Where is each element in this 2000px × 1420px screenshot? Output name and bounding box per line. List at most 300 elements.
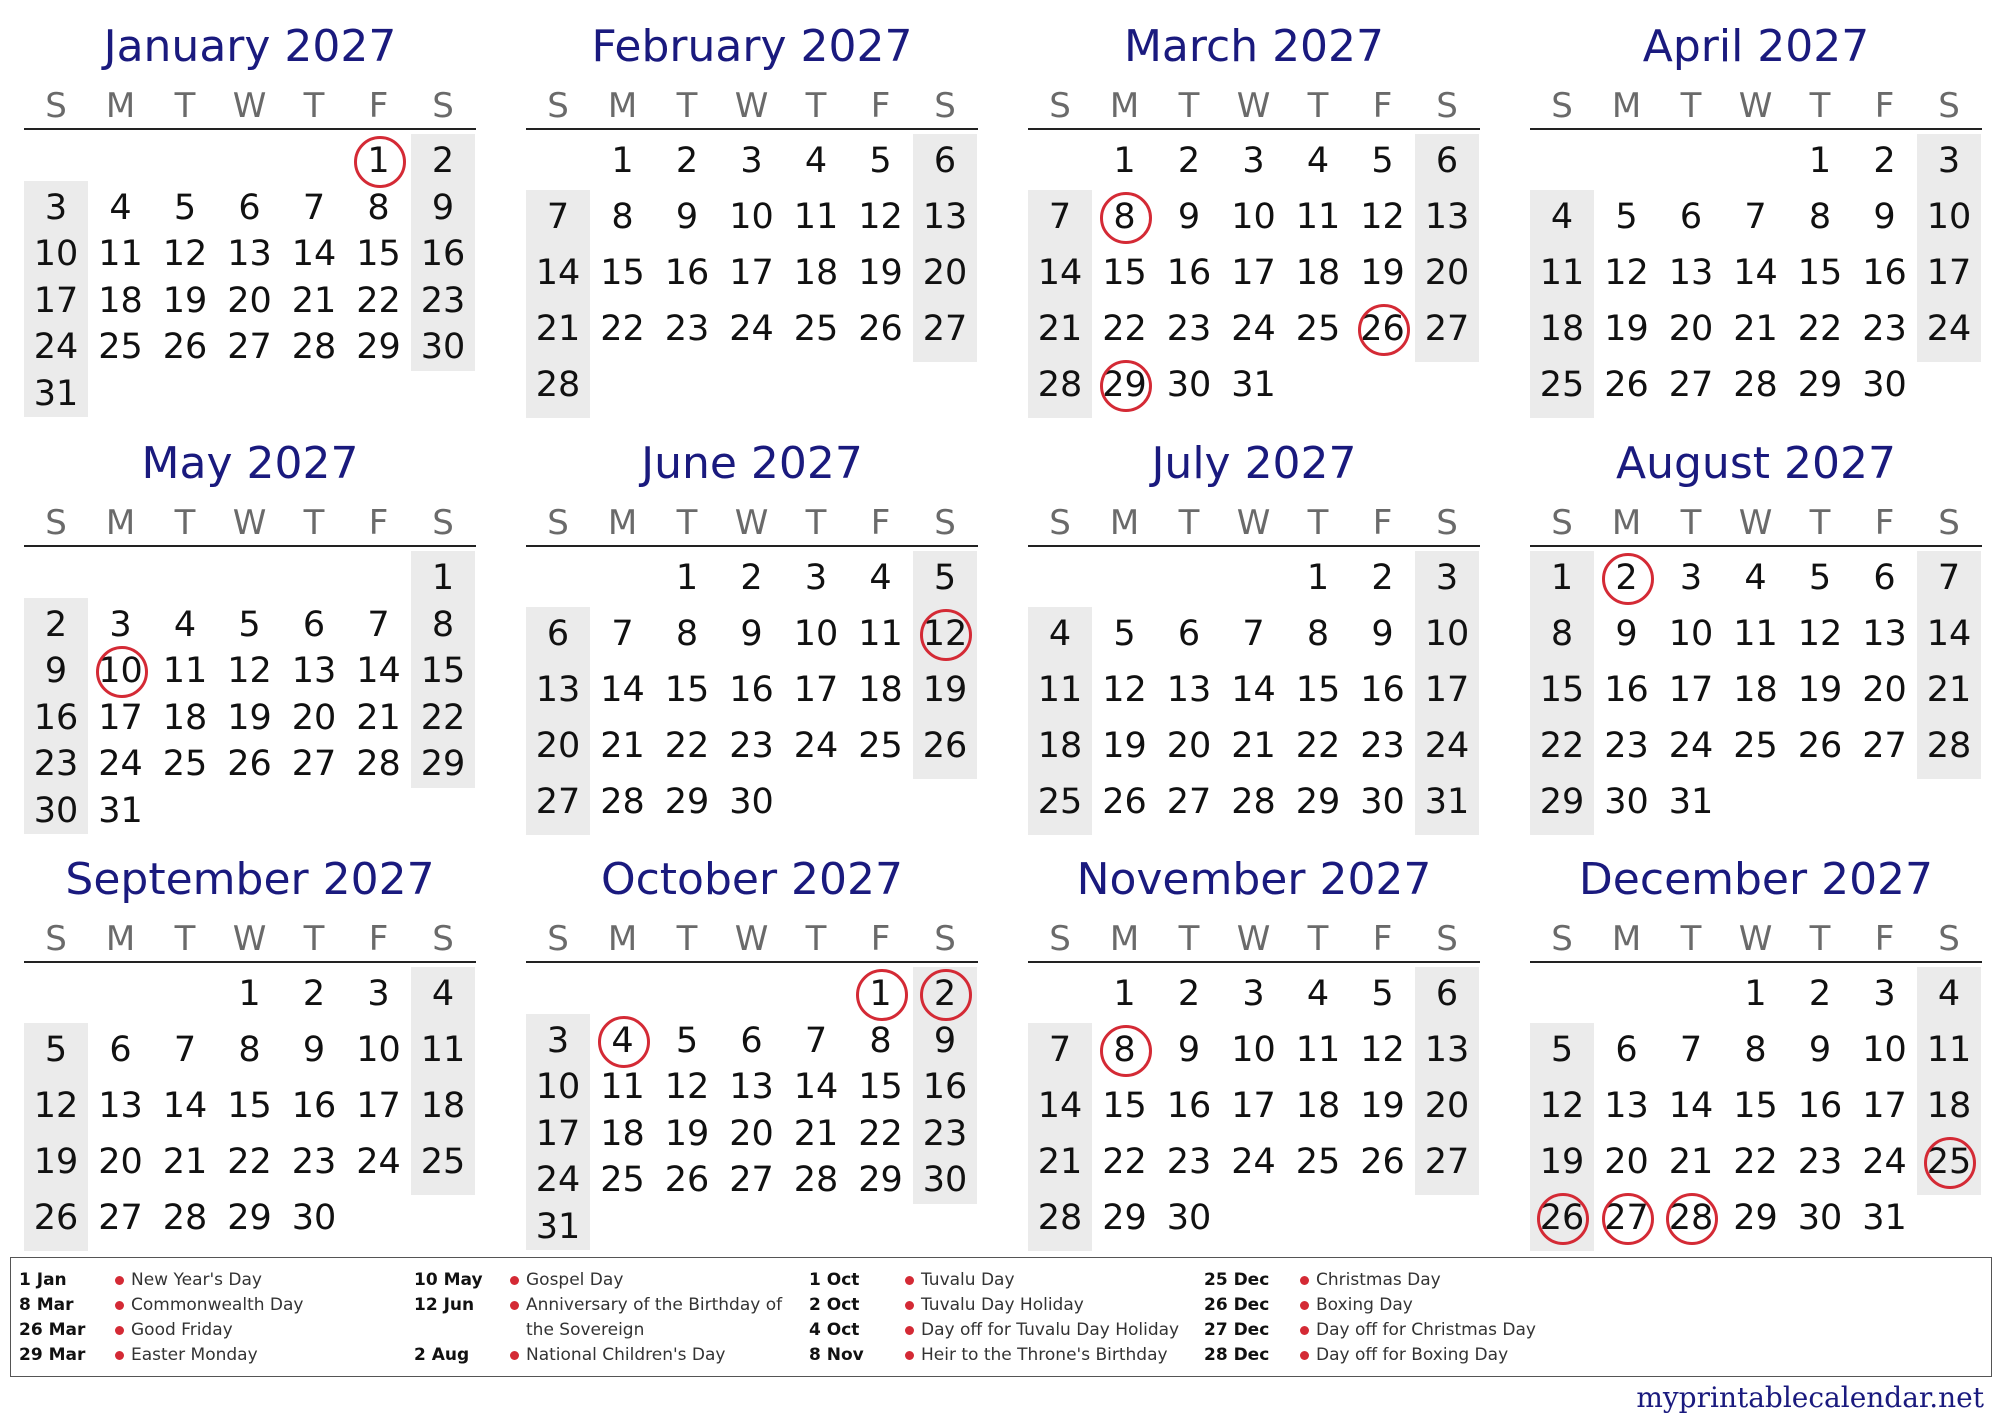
holiday-date-cell: 28: [1659, 1195, 1723, 1241]
date-cell: 1: [1306, 558, 1330, 598]
date-cell: 24: [793, 726, 839, 766]
date-cell: 30: [1862, 365, 1907, 405]
date-cell: 14: [535, 253, 581, 293]
date-cell: 14: [1037, 253, 1083, 293]
date-cell: 4: [804, 141, 828, 181]
weekday-header: [1028, 84, 1480, 130]
date-cell: 18: [1539, 309, 1585, 349]
date-cell: 9: [44, 651, 68, 691]
legend-holiday-name: Gospel Day: [526, 1270, 624, 1290]
date-cell: 15: [600, 253, 645, 293]
legend-holiday-name: Tuvalu Day Holiday: [921, 1295, 1084, 1315]
date-cell: 7: [1242, 614, 1265, 654]
date-cell: 11: [1926, 1030, 1972, 1070]
weekday-label: S: [547, 86, 569, 126]
month-title: April 2027: [1642, 21, 1870, 72]
weekday-header: [24, 501, 476, 547]
date-cell: 5: [1113, 614, 1136, 654]
date-cell: 12: [1360, 197, 1405, 237]
date-cell: 13: [535, 670, 581, 710]
month-title: December 2027: [1578, 854, 1934, 905]
date-cell: 23: [420, 280, 466, 321]
date-cell: 31: [1668, 782, 1714, 822]
date-cell: 3: [1242, 141, 1265, 181]
holiday-date-cell: 4: [591, 1018, 655, 1064]
date-cell: 1: [1550, 558, 1574, 598]
date-cell: 17: [1668, 670, 1714, 710]
weekday-label: W: [1236, 919, 1271, 959]
date-cell: 20: [1166, 726, 1212, 766]
weekday-label: M: [105, 503, 136, 543]
weekday-header: [1028, 501, 1480, 547]
date-cell: 20: [1424, 1086, 1470, 1126]
weekday-header: [1530, 917, 1982, 963]
date-cell: 23: [664, 309, 710, 349]
date-cell: 9: [1808, 1030, 1832, 1070]
date-cell: 23: [291, 1142, 337, 1182]
date-cell: 23: [922, 1113, 968, 1154]
weekday-label: W: [232, 86, 267, 126]
month-title: September 2027: [65, 854, 435, 905]
date-cell: 18: [1295, 1086, 1341, 1126]
date-cell: 10: [535, 1067, 581, 1107]
date-cell: 28: [1926, 726, 1972, 766]
weekday-label: S: [1049, 503, 1071, 543]
date-cell: 8: [611, 197, 634, 237]
date-cell: 13: [729, 1067, 774, 1107]
date-cell: 5: [1371, 141, 1394, 181]
date-cell: 13: [1862, 614, 1907, 654]
date-cell: 26: [1604, 365, 1649, 405]
weekday-label: S: [1551, 86, 1573, 126]
date-cell: 21: [535, 309, 581, 349]
date-cell: 2: [1177, 974, 1201, 1014]
date-cell: 20: [922, 253, 968, 293]
weekday-label: T: [676, 86, 698, 126]
date-cell: 18: [793, 253, 839, 293]
date-cell: 17: [1862, 1086, 1907, 1126]
date-cell: 23: [1360, 726, 1405, 766]
holiday-dot-icon: [510, 1276, 519, 1285]
holiday-date-cell: 8: [1093, 194, 1157, 240]
date-cell: 11: [1539, 253, 1585, 293]
weekday-label: S: [1436, 503, 1458, 543]
weekday-label: M: [607, 503, 638, 543]
holiday-date-cell: 26: [1351, 306, 1415, 352]
weekday-label: F: [870, 503, 891, 543]
date-cell: 11: [1295, 1030, 1341, 1070]
date-cell: 16: [420, 234, 466, 274]
weekday-label: T: [676, 919, 698, 959]
weekday-label: T: [805, 503, 827, 543]
date-cell: 4: [431, 974, 455, 1014]
date-cell: 6: [1435, 974, 1459, 1014]
holiday-date-cell: 1: [347, 138, 411, 184]
date-cell: 26: [1102, 782, 1147, 822]
date-cell: 20: [1668, 309, 1714, 349]
date-cell: 28: [356, 744, 401, 784]
date-cell: 6: [1177, 614, 1201, 654]
date-cell: 16: [1797, 1086, 1843, 1126]
date-cell: 3: [1937, 141, 1961, 181]
date-cell: 5: [238, 604, 261, 645]
weekday-header: [1530, 501, 1982, 547]
date-cell: 6: [302, 604, 326, 645]
weekday-label: T: [1680, 919, 1702, 959]
date-cell: 7: [1048, 197, 1072, 237]
date-cell: 10: [33, 234, 79, 274]
date-cell: 12: [162, 234, 208, 274]
month-title: June 2027: [641, 438, 863, 489]
holiday-date-cell: 12: [913, 611, 977, 657]
date-cell: 21: [1668, 1142, 1714, 1182]
date-cell: 9: [1615, 614, 1638, 654]
legend-holiday-name: Heir to the Throne's Birthday: [921, 1345, 1168, 1365]
date-cell: 4: [869, 558, 892, 598]
date-cell: 30: [1166, 1198, 1212, 1238]
date-cell: 29: [1295, 782, 1341, 822]
date-cell: 28: [1231, 782, 1276, 822]
weekday-label: F: [368, 86, 389, 126]
weekday-label: S: [1938, 86, 1960, 126]
date-cell: 7: [367, 604, 390, 645]
date-cell: 28: [291, 327, 337, 367]
date-cell: 18: [600, 1113, 645, 1154]
legend-holiday-name: Commonwealth Day: [131, 1295, 304, 1315]
date-cell: 30: [291, 1198, 337, 1238]
date-cell: 24: [535, 1160, 581, 1200]
date-cell: 1: [675, 558, 699, 598]
date-cell: 14: [1037, 1086, 1083, 1126]
date-cell: 19: [922, 670, 968, 710]
date-cell: 27: [98, 1198, 143, 1238]
holiday-dot-icon: [1300, 1301, 1309, 1310]
date-cell: 22: [420, 697, 466, 738]
date-cell: 20: [291, 697, 337, 738]
date-cell: 18: [98, 280, 143, 321]
date-cell: 2: [1371, 558, 1394, 598]
date-cell: 31: [1424, 782, 1470, 822]
weekday-label: S: [1049, 86, 1071, 126]
legend-date: 1 Jan: [19, 1270, 67, 1290]
weekday-label: S: [1551, 919, 1573, 959]
date-cell: 26: [922, 726, 968, 766]
holiday-date-cell: 25: [1917, 1139, 1981, 1185]
date-cell: 17: [535, 1113, 581, 1154]
date-cell: 8: [869, 1020, 892, 1061]
date-cell: 23: [1166, 1142, 1212, 1182]
date-cell: 24: [1668, 726, 1714, 766]
legend-date: 27 Dec: [1204, 1320, 1270, 1340]
date-cell: 1: [1113, 141, 1136, 181]
date-cell: 15: [1539, 670, 1585, 710]
date-cell: 22: [1102, 309, 1147, 349]
date-cell: 9: [431, 187, 455, 228]
weekday-label: S: [934, 919, 956, 959]
date-cell: 3: [1435, 558, 1459, 598]
legend-holiday-name: Day off for Boxing Day: [1316, 1345, 1509, 1365]
weekday-label: M: [1611, 86, 1642, 126]
date-cell: 27: [1862, 726, 1907, 766]
legend-holiday-name: Day off for Christmas Day: [1316, 1320, 1536, 1340]
weekday-label: T: [1809, 503, 1831, 543]
date-cell: 17: [33, 280, 79, 321]
date-cell: 31: [98, 790, 143, 831]
date-cell: 11: [600, 1067, 645, 1107]
date-cell: 22: [858, 1113, 903, 1154]
date-cell: 16: [1166, 253, 1212, 293]
holiday-dot-icon: [1300, 1276, 1309, 1285]
weekday-label: S: [45, 503, 67, 543]
date-cell: 29: [227, 1198, 272, 1238]
weekday-label: S: [432, 86, 454, 126]
date-cell: 27: [535, 782, 581, 822]
weekday-label: T: [174, 503, 196, 543]
date-cell: 14: [600, 670, 645, 710]
date-cell: 13: [98, 1086, 143, 1126]
legend-date: 2 Oct: [809, 1295, 860, 1315]
date-cell: 3: [1873, 974, 1896, 1014]
date-cell: 26: [227, 744, 272, 784]
date-cell: 13: [1166, 670, 1212, 710]
date-cell: 10: [1424, 614, 1470, 654]
date-cell: 16: [1862, 253, 1907, 293]
date-cell: 30: [1604, 782, 1649, 822]
weekday-label: M: [105, 919, 136, 959]
date-cell: 16: [922, 1067, 968, 1107]
weekday-label: F: [870, 86, 891, 126]
weekday-label: T: [303, 86, 325, 126]
date-cell: 24: [98, 744, 143, 784]
weekday-label: F: [1874, 86, 1895, 126]
date-cell: 11: [793, 197, 839, 237]
legend-holiday-name: Good Friday: [131, 1320, 233, 1340]
weekday-label: M: [1611, 503, 1642, 543]
holiday-date-cell: 26: [1530, 1195, 1594, 1241]
date-cell: 3: [546, 1020, 570, 1061]
date-cell: 17: [1231, 253, 1276, 293]
date-cell: 25: [1539, 365, 1585, 405]
date-cell: 3: [1679, 558, 1703, 598]
date-cell: 21: [1926, 670, 1972, 710]
date-cell: 26: [162, 327, 208, 367]
date-cell: 11: [1295, 197, 1341, 237]
date-cell: 29: [420, 744, 466, 784]
date-cell: 4: [1306, 141, 1330, 181]
holiday-dot-icon: [905, 1301, 914, 1310]
date-cell: 8: [1744, 1030, 1767, 1070]
date-cell: 25: [1037, 782, 1083, 822]
date-cell: 16: [729, 670, 774, 710]
weekday-label: T: [1680, 503, 1702, 543]
date-cell: 27: [729, 1160, 774, 1200]
date-cell: 11: [162, 651, 208, 691]
date-cell: 26: [858, 309, 903, 349]
date-cell: 22: [1102, 1142, 1147, 1182]
holiday-legend: [10, 1257, 1992, 1377]
date-cell: 15: [356, 234, 401, 274]
date-cell: 25: [1733, 726, 1778, 766]
date-cell: 10: [356, 1030, 401, 1070]
date-cell: 19: [1797, 670, 1843, 710]
date-cell: 12: [858, 197, 903, 237]
month-title: February 2027: [591, 21, 913, 72]
date-cell: 6: [933, 141, 957, 181]
date-cell: 30: [922, 1160, 968, 1200]
date-cell: 8: [367, 187, 390, 228]
weekday-label: S: [547, 919, 569, 959]
date-cell: 17: [1231, 1086, 1276, 1126]
date-cell: 12: [1102, 670, 1147, 710]
date-cell: 22: [1733, 1142, 1778, 1182]
weekday-label: T: [805, 86, 827, 126]
date-cell: 10: [1862, 1030, 1907, 1070]
legend-holiday-name: Day off for Tuvalu Day Holiday: [921, 1320, 1180, 1340]
date-cell: 8: [1550, 614, 1574, 654]
date-cell: 6: [740, 1020, 763, 1061]
weekday-label: T: [1307, 919, 1329, 959]
date-cell: 4: [1550, 197, 1574, 237]
date-cell: 19: [1360, 1086, 1405, 1126]
weekday-label: F: [870, 919, 891, 959]
date-cell: 24: [729, 309, 774, 349]
date-cell: 19: [664, 1113, 710, 1154]
date-cell: 23: [1797, 1142, 1843, 1182]
date-cell: 29: [1733, 1198, 1778, 1238]
date-cell: 13: [922, 197, 968, 237]
date-cell: 5: [1550, 1030, 1574, 1070]
date-cell: 30: [729, 782, 774, 822]
date-cell: 21: [600, 726, 645, 766]
weekday-label: S: [1436, 919, 1458, 959]
legend-holiday-name: Anniversary of the Birthday of the Sovereign: [526, 1295, 783, 1340]
date-cell: 19: [227, 697, 272, 738]
date-cell: 29: [664, 782, 710, 822]
holiday-date-cell: 29: [1093, 362, 1157, 408]
legend-date: 8 Nov: [809, 1345, 864, 1365]
date-cell: 17: [1424, 670, 1470, 710]
weekday-label: W: [734, 919, 769, 959]
date-cell: 6: [238, 187, 261, 228]
date-cell: 15: [420, 651, 466, 691]
holiday-dot-icon: [115, 1351, 124, 1360]
date-cell: 25: [162, 744, 208, 784]
date-cell: 5: [173, 187, 197, 228]
date-cell: 10: [793, 614, 839, 654]
date-cell: 14: [356, 651, 401, 691]
date-cell: 14: [291, 234, 337, 274]
date-cell: 6: [1435, 141, 1459, 181]
date-cell: 15: [1733, 1086, 1778, 1126]
date-cell: 1: [1808, 141, 1832, 181]
date-cell: 15: [664, 670, 710, 710]
date-cell: 2: [44, 604, 68, 645]
weekday-label: T: [1178, 919, 1200, 959]
legend-holiday-name: National Children's Day: [526, 1345, 726, 1365]
date-cell: 12: [664, 1067, 710, 1107]
date-cell: 16: [664, 253, 710, 293]
date-cell: 8: [1808, 197, 1832, 237]
date-cell: 23: [1166, 309, 1212, 349]
weekday-label: T: [1809, 86, 1831, 126]
date-cell: 11: [1037, 670, 1083, 710]
weekday-label: M: [1611, 919, 1642, 959]
date-cell: 13: [1604, 1086, 1649, 1126]
date-cell: 27: [291, 744, 337, 784]
date-cell: 4: [1048, 614, 1072, 654]
date-cell: 3: [44, 187, 68, 228]
month-title: March 2027: [1123, 21, 1385, 72]
date-cell: 30: [33, 790, 79, 831]
date-cell: 25: [600, 1160, 645, 1200]
weekday-header: [24, 84, 476, 130]
date-cell: 25: [1295, 309, 1341, 349]
date-cell: 28: [1037, 1198, 1083, 1238]
date-cell: 7: [173, 1030, 197, 1070]
date-cell: 30: [1166, 365, 1212, 405]
date-cell: 22: [600, 309, 645, 349]
date-cell: 30: [1797, 1198, 1843, 1238]
date-cell: 9: [1873, 197, 1896, 237]
date-cell: 25: [98, 327, 143, 367]
date-cell: 12: [227, 651, 272, 691]
date-cell: 2: [740, 558, 763, 598]
weekday-label: T: [1178, 86, 1200, 126]
date-cell: 10: [729, 197, 774, 237]
date-cell: 29: [1102, 1198, 1147, 1238]
date-cell: 13: [1424, 197, 1470, 237]
date-cell: 15: [227, 1086, 272, 1126]
holiday-dot-icon: [905, 1276, 914, 1285]
weekday-label: M: [607, 86, 638, 126]
date-cell: 5: [675, 1020, 699, 1061]
holiday-dot-icon: [115, 1301, 124, 1310]
date-cell: 13: [227, 234, 272, 274]
date-cell: 8: [431, 604, 455, 645]
date-cell: 28: [535, 365, 581, 405]
date-cell: 2: [1808, 974, 1832, 1014]
date-cell: 7: [1744, 197, 1767, 237]
date-cell: 20: [1424, 253, 1470, 293]
date-cell: 18: [420, 1086, 466, 1126]
month-title: August 2027: [1616, 438, 1896, 489]
date-cell: 16: [291, 1086, 337, 1126]
date-cell: 11: [858, 614, 903, 654]
holiday-dot-icon: [115, 1276, 124, 1285]
legend-holiday-name: Boxing Day: [1316, 1295, 1413, 1315]
date-cell: 16: [33, 697, 79, 738]
weekday-label: T: [805, 919, 827, 959]
date-cell: 2: [302, 974, 326, 1014]
date-cell: 10: [1231, 1030, 1276, 1070]
weekday-label: T: [303, 919, 325, 959]
weekday-label: T: [1307, 503, 1329, 543]
weekday-label: W: [1738, 919, 1773, 959]
date-cell: 20: [227, 280, 272, 321]
date-cell: 21: [162, 1142, 208, 1182]
date-cell: 7: [1048, 1030, 1072, 1070]
legend-date: 1 Oct: [809, 1270, 860, 1290]
date-cell: 4: [1306, 974, 1330, 1014]
weekday-label: T: [676, 503, 698, 543]
weekday-label: M: [105, 86, 136, 126]
weekday-label: W: [1236, 503, 1271, 543]
date-cell: 7: [611, 614, 634, 654]
legend-holiday-name: Tuvalu Day: [921, 1270, 1015, 1290]
date-cell: 15: [1102, 253, 1147, 293]
date-cell: 20: [98, 1142, 143, 1182]
date-cell: 10: [1231, 197, 1276, 237]
